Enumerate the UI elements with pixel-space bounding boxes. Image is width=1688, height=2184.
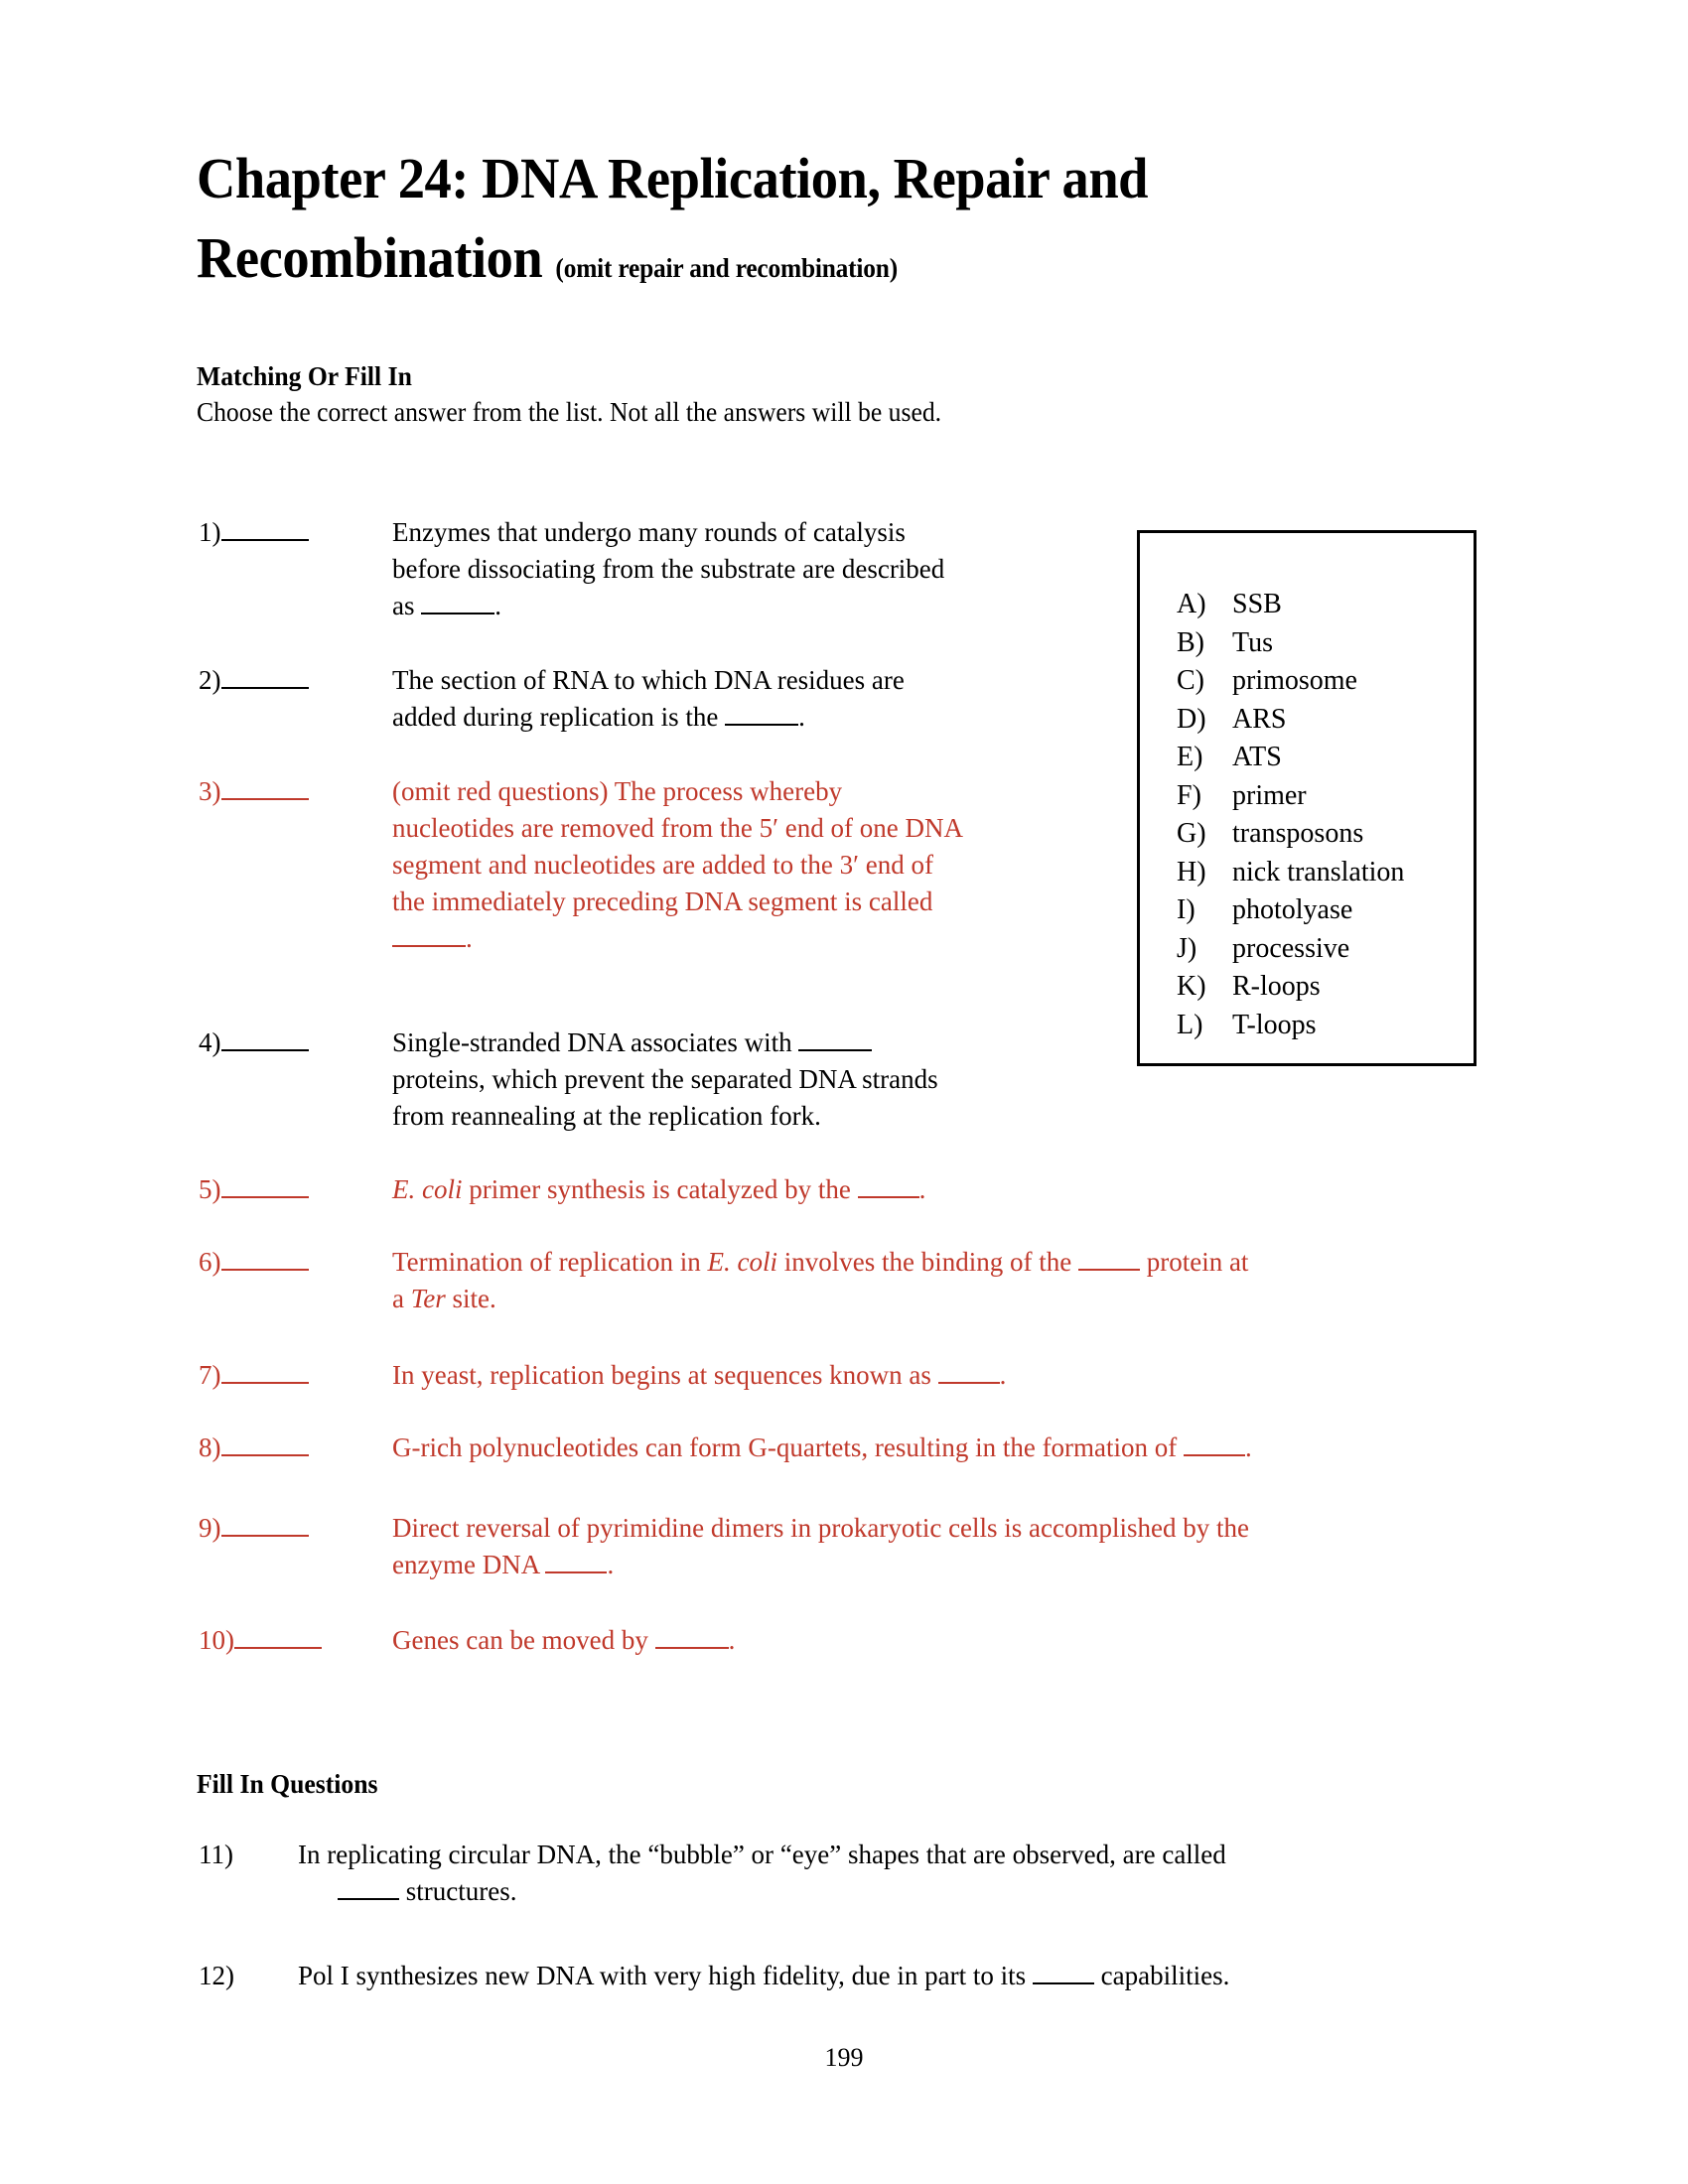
answer-option-g[interactable] — [1177, 815, 1404, 854]
answer-blank[interactable] — [421, 592, 494, 614]
answer-option-j[interactable] — [1177, 930, 1404, 969]
answer-label: processive — [1232, 932, 1350, 964]
answer-blank[interactable] — [221, 1027, 309, 1051]
answer-label: nick translation — [1232, 856, 1405, 887]
answer-blank[interactable] — [655, 1626, 729, 1649]
question-1-number: 1) — [199, 514, 348, 551]
answer-label: R-loops — [1232, 971, 1321, 1002]
answer-option-h[interactable] — [1177, 854, 1404, 892]
answer-blank[interactable] — [858, 1175, 919, 1198]
answer-letter: L) — [1177, 1009, 1203, 1040]
answer-option-l[interactable] — [1177, 1007, 1404, 1045]
gene-name-ter: Ter — [410, 1284, 446, 1313]
question-10-body: Genes can be moved by . — [392, 1625, 736, 1655]
answer-choices-list — [1177, 586, 1404, 1044]
question-4-number: 4) — [199, 1024, 348, 1061]
question-3-body: (omit red questions) The process whereby nucleotides are removed from the 5′ end of one DNA segment and nucleotides are added to the 3′ end of the immediately preceding DNA segment is called . — [392, 776, 963, 953]
answer-label: photolyase — [1232, 894, 1353, 925]
question-8-body: G-rich polynucleotides can form G-quartets, resulting in the formation of . — [392, 1433, 1252, 1462]
answer-option-a[interactable] — [1177, 586, 1404, 624]
question-10-number: 10) — [199, 1622, 348, 1659]
answer-letter: K) — [1177, 971, 1206, 1002]
answer-letter: C) — [1177, 665, 1204, 696]
question-7-number: 7) — [199, 1357, 348, 1394]
answer-blank[interactable] — [938, 1361, 1000, 1384]
question-5-number: 5) — [199, 1171, 348, 1208]
question-3-number: 3) — [199, 773, 348, 810]
answer-option-f[interactable] — [1177, 777, 1404, 816]
answer-blank[interactable] — [221, 1360, 309, 1384]
question-6-body: Termination of replication in E. coli involves the binding of the protein at a Ter site. — [392, 1247, 1249, 1313]
answer-blank[interactable] — [1078, 1248, 1140, 1271]
answer-label: primosome — [1232, 665, 1357, 696]
answer-letter: J) — [1177, 932, 1197, 964]
answer-option-d[interactable] — [1177, 701, 1404, 740]
answer-label: SSB — [1232, 589, 1282, 619]
matching-section-instruction: Choose the correct answer from the list. Not all the answers will be used. — [197, 397, 942, 427]
page-title — [197, 139, 1429, 308]
answer-label: T-loops — [1232, 1009, 1317, 1040]
answer-label: primer — [1232, 779, 1307, 811]
answer-blank[interactable] — [221, 1433, 309, 1456]
answer-letter: E) — [1177, 742, 1203, 772]
question-6-number: 6) — [199, 1244, 348, 1281]
answer-blank[interactable] — [221, 1247, 309, 1271]
question-5-body: E. coli primer synthesis is catalyzed by the . — [392, 1174, 926, 1204]
question-2-number: 2) — [199, 662, 348, 699]
answer-blank[interactable] — [392, 924, 466, 947]
question-12-body: Pol I synthesizes new DNA with very high fidelity, due in part to its capabilities. — [298, 1961, 1230, 1990]
answer-label: ATS — [1232, 742, 1282, 772]
answer-letter: F) — [1177, 779, 1201, 811]
question-12-number: 12) — [199, 1961, 234, 1990]
answer-blank[interactable] — [221, 665, 309, 689]
answer-blank[interactable] — [234, 1625, 322, 1649]
answer-label: ARS — [1232, 703, 1287, 735]
answer-letter: D) — [1177, 703, 1206, 735]
question-11-number: 11) — [199, 1840, 233, 1869]
answer-blank[interactable] — [798, 1028, 872, 1051]
question-11-body: In replicating circular DNA, the “bubble” or “eye” shapes that are observed, are called structures. — [298, 1840, 1226, 1906]
question-2-body: The section of RNA to which DNA residues are added during replication is the . — [392, 665, 905, 732]
title-parenthetical: (omit repair and recombination) — [555, 253, 898, 283]
question-9-number: 9) — [199, 1510, 348, 1547]
matching-section-heading: Matching Or Fill In — [197, 361, 412, 391]
answer-option-e[interactable] — [1177, 739, 1404, 777]
species-name-ecoli: E. coli — [392, 1174, 463, 1204]
answer-letter: B) — [1177, 626, 1204, 658]
answer-blank[interactable] — [545, 1551, 607, 1573]
answer-label: transposons — [1232, 818, 1364, 849]
page-number: 199 — [824, 2043, 864, 2072]
title-line-1: Chapter 24: DNA Replication, Repair and — [197, 146, 1149, 210]
answer-letter: H) — [1177, 856, 1206, 887]
answer-option-b[interactable] — [1177, 624, 1404, 663]
answer-blank[interactable] — [1033, 1962, 1094, 1984]
title-line-2: Recombination — [197, 225, 543, 290]
answer-letter: G) — [1177, 818, 1206, 849]
question-4-body: Single-stranded DNA associates with proteins, which prevent the separated DNA strands from reannealing at the replication fork. — [392, 1027, 938, 1131]
fill-in-section-heading: Fill In Questions — [197, 1769, 378, 1799]
answer-letter: I) — [1177, 894, 1196, 925]
answer-option-c[interactable] — [1177, 662, 1404, 701]
answer-option-k[interactable] — [1177, 968, 1404, 1007]
answer-blank[interactable] — [221, 517, 309, 541]
answer-label: Tus — [1232, 626, 1274, 658]
answer-blank[interactable] — [221, 776, 309, 800]
question-9-body: Direct reversal of pyrimidine dimers in prokaryotic cells is accomplished by the enzyme DNA . — [392, 1513, 1249, 1579]
answer-option-i[interactable] — [1177, 891, 1404, 930]
answer-letter: A) — [1177, 589, 1206, 619]
species-name-ecoli: E. coli — [707, 1247, 777, 1277]
answer-blank[interactable] — [338, 1877, 399, 1900]
answer-blank[interactable] — [221, 1513, 309, 1537]
question-1-body: Enzymes that undergo many rounds of catalysis before dissociating from the substrate are described as . — [392, 517, 945, 620]
answer-blank[interactable] — [1184, 1433, 1245, 1456]
answer-blank[interactable] — [725, 703, 798, 726]
question-8-number: 8) — [199, 1430, 348, 1466]
question-7-body: In yeast, replication begins at sequences known as . — [392, 1360, 1007, 1390]
answer-blank[interactable] — [221, 1174, 309, 1198]
